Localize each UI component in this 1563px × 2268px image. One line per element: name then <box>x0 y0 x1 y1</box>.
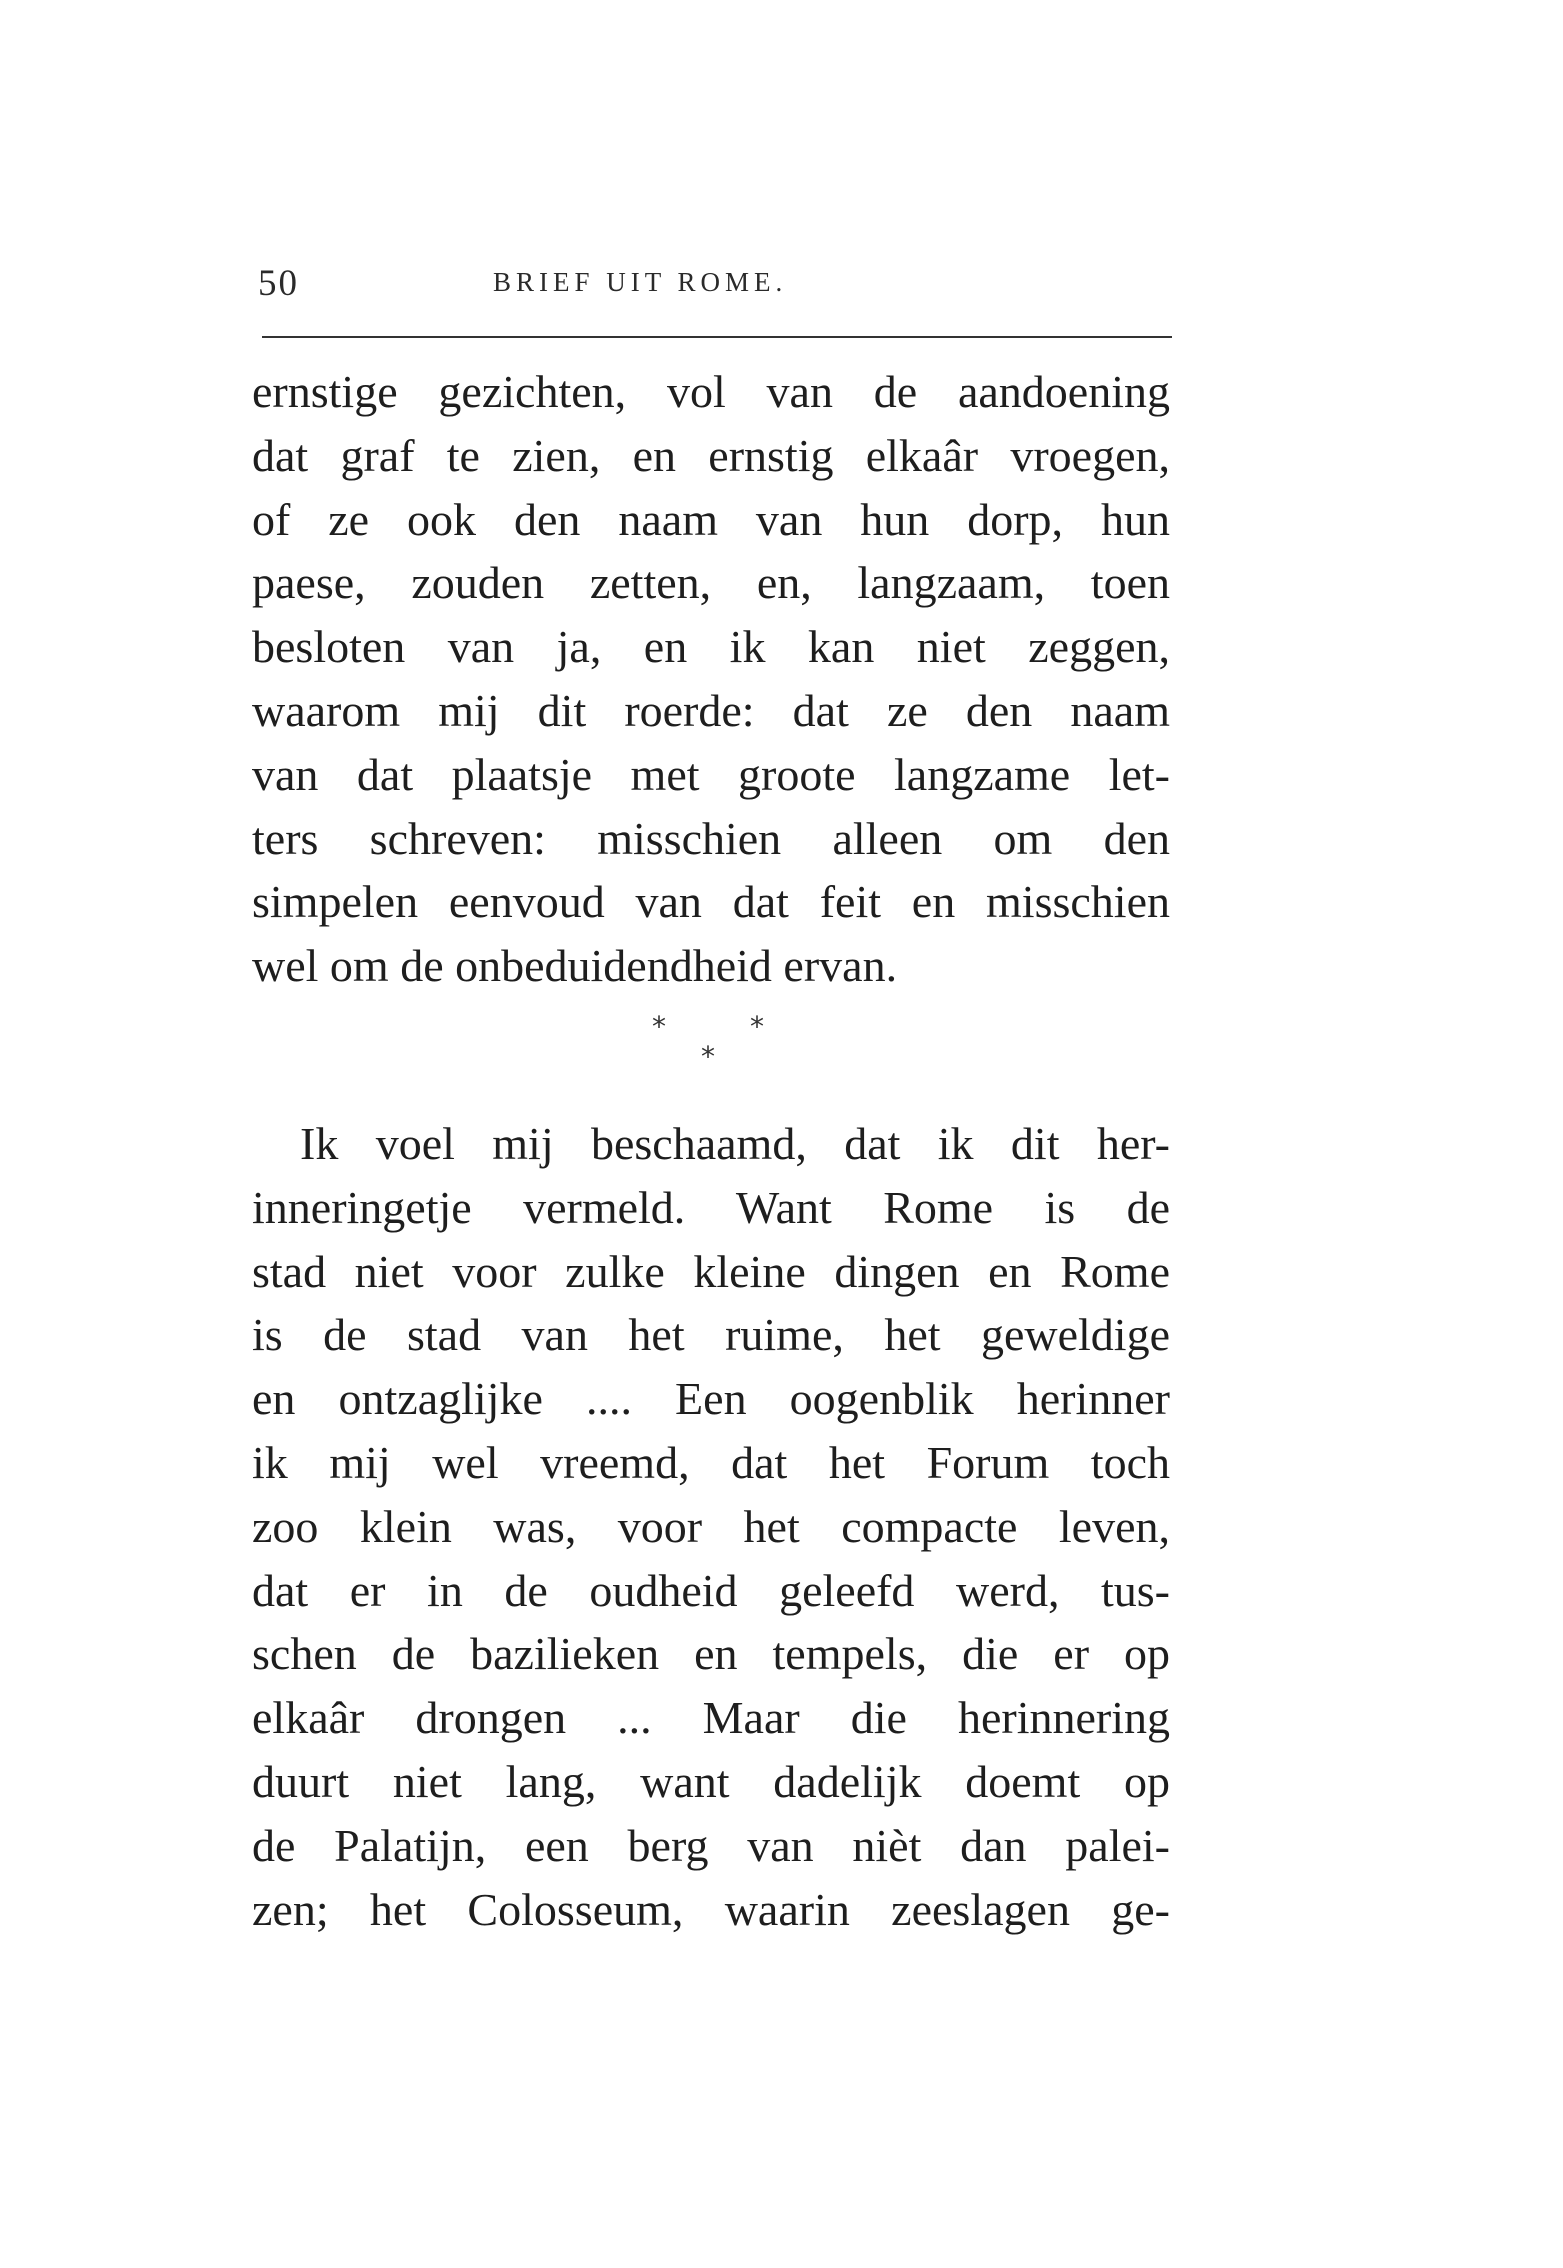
text-line: stad niet voor zulke kleine dingen en Rome <box>252 1245 1170 1297</box>
asterisk-icon: * <box>652 1010 666 1043</box>
header-rule <box>262 336 1172 338</box>
asterisk-icon: * <box>701 1040 715 1073</box>
running-title: BRIEF UIT ROME. <box>493 267 788 297</box>
text-line: zoo klein was, voor het compacte leven, <box>252 1500 1170 1552</box>
text-line: elkaâr drongen ... Maar die herinnering <box>252 1692 1170 1744</box>
text-line: waarom mij dit roerde: dat ze den naam <box>252 684 1170 736</box>
text-line: Ik voel mij beschaamd, dat ik dit her- <box>300 1118 1170 1169</box>
text-line: of ze ook den naam van hun dorp, hun <box>252 493 1170 545</box>
text-line: is de stad van het ruime, het geweldige <box>252 1309 1170 1361</box>
text-line: dat er in de oudheid geleefd werd, tus- <box>252 1564 1170 1616</box>
paragraph-1 <box>252 360 1170 998</box>
text-line: de Palatijn, een berg van nièt dan palei- <box>252 1819 1170 1871</box>
text-line: besloten van ja, en ik kan niet zeggen, <box>252 621 1170 673</box>
text-line: ik mij wel vreemd, dat het Forum toch <box>252 1436 1170 1488</box>
running-head <box>258 262 1168 312</box>
text-line: ters schreven: misschien alleen om den <box>252 812 1170 864</box>
text-line: ernstige gezichten, vol van de aandoening <box>252 366 1170 417</box>
text-line: schen de bazilieken en tempels, die er op <box>252 1628 1170 1680</box>
page-number: 50 <box>258 263 299 304</box>
text-line: paese, zouden zetten, en, langzaam, toen <box>252 557 1170 609</box>
text-line: duurt niet lang, want dadelijk doemt op <box>252 1755 1170 1807</box>
text-line: dat graf te zien, en ernstig elkaâr vroegen, <box>252 429 1170 481</box>
text-line: van dat plaatsje met groote langzame let- <box>252 748 1170 800</box>
paragraph-2 <box>252 1112 1170 1941</box>
text-line: simpelen eenvoud van dat feit en misschien <box>252 876 1170 928</box>
text-line: zen; het Colosseum, waarin zeeslagen ge- <box>252 1883 1170 1935</box>
section-break-asterism <box>652 1010 772 1080</box>
text-line: en ontzaglijke .... Een oogenblik herinner <box>252 1373 1170 1425</box>
text-line: wel om de onbeduidendheid ervan. <box>252 940 898 992</box>
text-line: inneringetje vermeld. Want Rome is de <box>252 1181 1170 1233</box>
asterisk-icon: * <box>750 1010 764 1043</box>
